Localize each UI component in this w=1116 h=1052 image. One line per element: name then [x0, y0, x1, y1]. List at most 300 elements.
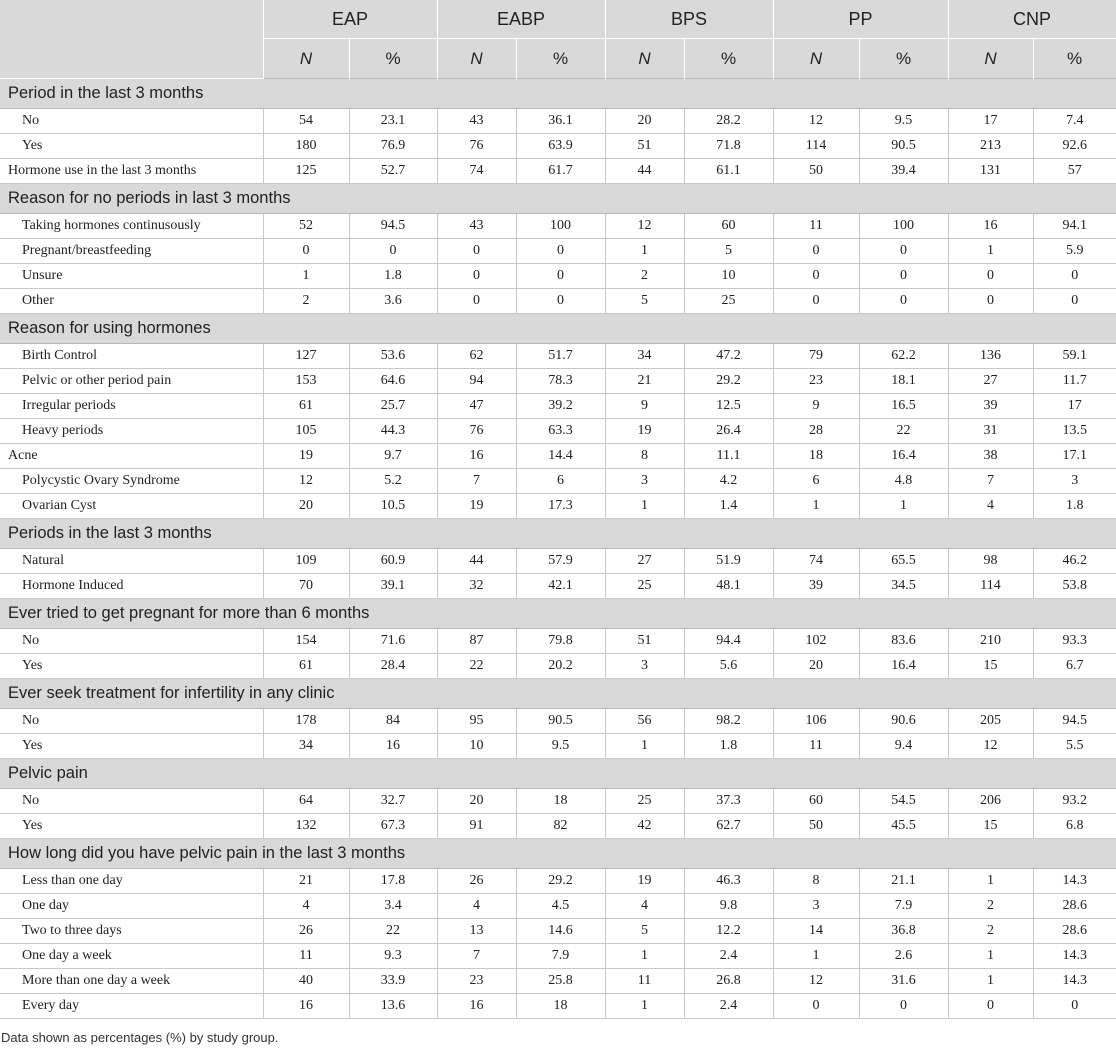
count-cell: 26: [263, 919, 349, 944]
table-row: [0, 109, 1116, 134]
percent-cell: 28.6: [1033, 894, 1116, 919]
table-row: [0, 469, 1116, 494]
table-row: [0, 264, 1116, 289]
percent-cell: 2.4: [684, 994, 773, 1019]
count-cell: 1: [605, 494, 684, 519]
count-cell: 76: [437, 419, 516, 444]
percent-cell: 0: [516, 239, 605, 264]
count-cell: 1: [263, 264, 349, 289]
percent-cell: 9.3: [349, 944, 437, 969]
subheader-pct: %: [684, 39, 773, 79]
count-cell: 79: [773, 344, 859, 369]
count-cell: 60: [773, 789, 859, 814]
count-cell: 0: [773, 994, 859, 1019]
percent-cell: 5.5: [1033, 734, 1116, 759]
table-header: [0, 0, 1116, 79]
group-header-eap: EAP: [263, 0, 437, 39]
row-label: Pregnant/breastfeeding: [0, 239, 263, 264]
count-cell: 154: [263, 629, 349, 654]
percent-cell: 17: [1033, 394, 1116, 419]
count-cell: 44: [605, 159, 684, 184]
percent-cell: 57: [1033, 159, 1116, 184]
percent-cell: 32.7: [349, 789, 437, 814]
count-cell: 54: [263, 109, 349, 134]
count-cell: 1: [773, 494, 859, 519]
percent-cell: 3.6: [349, 289, 437, 314]
percent-cell: 61.7: [516, 159, 605, 184]
row-label: Hormone use in the last 3 months: [0, 159, 263, 184]
count-cell: 131: [948, 159, 1033, 184]
percent-cell: 18.1: [859, 369, 948, 394]
count-cell: 51: [605, 134, 684, 159]
percent-cell: 61.1: [684, 159, 773, 184]
percent-cell: 17.1: [1033, 444, 1116, 469]
percent-cell: 57.9: [516, 549, 605, 574]
percent-cell: 78.3: [516, 369, 605, 394]
percent-cell: 26.4: [684, 419, 773, 444]
percent-cell: 33.9: [349, 969, 437, 994]
count-cell: 22: [437, 654, 516, 679]
table-row: [0, 629, 1116, 654]
table-row: [0, 919, 1116, 944]
percent-cell: 46.3: [684, 869, 773, 894]
row-label: Yes: [0, 134, 263, 159]
count-cell: 20: [437, 789, 516, 814]
percent-cell: 14.6: [516, 919, 605, 944]
count-cell: 127: [263, 344, 349, 369]
percent-cell: 5.6: [684, 654, 773, 679]
count-cell: 1: [948, 944, 1033, 969]
table-row: [0, 344, 1116, 369]
count-cell: 3: [605, 654, 684, 679]
table-row: [0, 419, 1116, 444]
row-label: No: [0, 709, 263, 734]
count-cell: 8: [773, 869, 859, 894]
count-cell: 14: [773, 919, 859, 944]
count-cell: 16: [263, 994, 349, 1019]
percent-cell: 16.4: [859, 444, 948, 469]
count-cell: 1: [773, 944, 859, 969]
percent-cell: 36.8: [859, 919, 948, 944]
row-label: Hormone Induced: [0, 574, 263, 599]
percent-cell: 2.4: [684, 944, 773, 969]
count-cell: 70: [263, 574, 349, 599]
count-cell: 206: [948, 789, 1033, 814]
percent-cell: 25: [684, 289, 773, 314]
percent-cell: 45.5: [859, 814, 948, 839]
count-cell: 18: [773, 444, 859, 469]
count-cell: 9: [605, 394, 684, 419]
row-label: More than one day a week: [0, 969, 263, 994]
percent-cell: 10.5: [349, 494, 437, 519]
count-cell: 1: [605, 734, 684, 759]
count-cell: 44: [437, 549, 516, 574]
percent-cell: 17.8: [349, 869, 437, 894]
percent-cell: 44.3: [349, 419, 437, 444]
row-label: Polycystic Ovary Syndrome: [0, 469, 263, 494]
count-cell: 43: [437, 109, 516, 134]
count-cell: 20: [263, 494, 349, 519]
percent-cell: 39.2: [516, 394, 605, 419]
percent-cell: 7.4: [1033, 109, 1116, 134]
percent-cell: 46.2: [1033, 549, 1116, 574]
count-cell: 20: [773, 654, 859, 679]
count-cell: 125: [263, 159, 349, 184]
count-cell: 74: [773, 549, 859, 574]
percent-cell: 0: [859, 289, 948, 314]
count-cell: 39: [948, 394, 1033, 419]
row-label: Two to three days: [0, 919, 263, 944]
percent-cell: 29.2: [516, 869, 605, 894]
count-cell: 11: [605, 969, 684, 994]
table-row: [0, 289, 1116, 314]
percent-cell: 9.8: [684, 894, 773, 919]
count-cell: 1: [605, 994, 684, 1019]
count-cell: 5: [605, 289, 684, 314]
count-cell: 4: [437, 894, 516, 919]
table-row: [0, 869, 1116, 894]
subheader-n: N: [263, 39, 349, 79]
percent-cell: 14.3: [1033, 944, 1116, 969]
percent-cell: 16.5: [859, 394, 948, 419]
percent-cell: 51.9: [684, 549, 773, 574]
subheader-n: N: [773, 39, 859, 79]
percent-cell: 90.5: [859, 134, 948, 159]
percent-cell: 21.1: [859, 869, 948, 894]
count-cell: 19: [605, 869, 684, 894]
count-cell: 95: [437, 709, 516, 734]
count-cell: 7: [948, 469, 1033, 494]
table-row: [0, 944, 1116, 969]
percent-cell: 2.6: [859, 944, 948, 969]
percent-cell: 0: [859, 239, 948, 264]
table-footnote: Data shown as percentages (%) by study group.: [1, 1030, 279, 1045]
section-title: Reason for using hormones: [0, 314, 1116, 344]
percent-cell: 6.8: [1033, 814, 1116, 839]
table-row: [0, 654, 1116, 679]
section-header-row: [0, 184, 1116, 214]
percent-cell: 25.7: [349, 394, 437, 419]
percent-cell: 13.6: [349, 994, 437, 1019]
percent-cell: 52.7: [349, 159, 437, 184]
count-cell: 114: [948, 574, 1033, 599]
row-label: No: [0, 789, 263, 814]
table-row: [0, 494, 1116, 519]
section-header-row: [0, 79, 1116, 109]
percent-cell: 92.6: [1033, 134, 1116, 159]
count-cell: 25: [605, 789, 684, 814]
count-cell: 1: [948, 969, 1033, 994]
table-row: [0, 549, 1116, 574]
percent-cell: 12.2: [684, 919, 773, 944]
table-row: [0, 369, 1116, 394]
percent-cell: 54.5: [859, 789, 948, 814]
count-cell: 7: [437, 944, 516, 969]
count-cell: 3: [773, 894, 859, 919]
percent-cell: 28.2: [684, 109, 773, 134]
row-label: Heavy periods: [0, 419, 263, 444]
row-label: Taking hormones continusously: [0, 214, 263, 239]
percent-cell: 29.2: [684, 369, 773, 394]
table-row: [0, 444, 1116, 469]
count-cell: 102: [773, 629, 859, 654]
row-label: No: [0, 629, 263, 654]
percent-cell: 39.4: [859, 159, 948, 184]
percent-cell: 7.9: [516, 944, 605, 969]
count-cell: 91: [437, 814, 516, 839]
section-title: Period in the last 3 months: [0, 79, 1116, 109]
count-cell: 1: [605, 239, 684, 264]
row-label: Every day: [0, 994, 263, 1019]
count-cell: 64: [263, 789, 349, 814]
count-cell: 15: [948, 814, 1033, 839]
row-label: Ovarian Cyst: [0, 494, 263, 519]
percent-cell: 34.5: [859, 574, 948, 599]
count-cell: 13: [437, 919, 516, 944]
percent-cell: 18: [516, 994, 605, 1019]
count-cell: 27: [948, 369, 1033, 394]
table-row: [0, 239, 1116, 264]
percent-cell: 14.4: [516, 444, 605, 469]
percent-cell: 100: [516, 214, 605, 239]
count-cell: 4: [948, 494, 1033, 519]
count-cell: 25: [605, 574, 684, 599]
count-cell: 4: [263, 894, 349, 919]
percent-cell: 5: [684, 239, 773, 264]
count-cell: 0: [948, 264, 1033, 289]
count-cell: 1: [605, 944, 684, 969]
subheader-n: N: [948, 39, 1033, 79]
row-label: Yes: [0, 734, 263, 759]
percent-cell: 14.3: [1033, 869, 1116, 894]
table-row: [0, 394, 1116, 419]
percent-cell: 60.9: [349, 549, 437, 574]
percent-cell: 11.7: [1033, 369, 1116, 394]
count-cell: 11: [773, 214, 859, 239]
count-cell: 87: [437, 629, 516, 654]
count-cell: 23: [437, 969, 516, 994]
percent-cell: 9.5: [516, 734, 605, 759]
count-cell: 19: [605, 419, 684, 444]
percent-cell: 84: [349, 709, 437, 734]
count-cell: 50: [773, 159, 859, 184]
percent-cell: 1.8: [684, 734, 773, 759]
percent-cell: 16.4: [859, 654, 948, 679]
count-cell: 12: [263, 469, 349, 494]
table-row: [0, 969, 1116, 994]
subheader-pct: %: [1033, 39, 1116, 79]
percent-cell: 0: [1033, 994, 1116, 1019]
percent-cell: 39.1: [349, 574, 437, 599]
row-label: Less than one day: [0, 869, 263, 894]
percent-cell: 62.7: [684, 814, 773, 839]
count-cell: 4: [605, 894, 684, 919]
percent-cell: 71.6: [349, 629, 437, 654]
percent-cell: 16: [349, 734, 437, 759]
row-label: No: [0, 109, 263, 134]
percent-cell: 0: [859, 264, 948, 289]
percent-cell: 94.5: [1033, 709, 1116, 734]
percent-cell: 65.5: [859, 549, 948, 574]
percent-cell: 36.1: [516, 109, 605, 134]
count-cell: 76: [437, 134, 516, 159]
count-cell: 11: [263, 944, 349, 969]
count-cell: 7: [437, 469, 516, 494]
group-header-row: [0, 0, 1116, 39]
percent-cell: 23.1: [349, 109, 437, 134]
section-title: Periods in the last 3 months: [0, 519, 1116, 549]
section-header-row: [0, 679, 1116, 709]
percent-cell: 42.1: [516, 574, 605, 599]
count-cell: 26: [437, 869, 516, 894]
section-header-row: [0, 599, 1116, 629]
group-header-eabp: EABP: [437, 0, 605, 39]
count-cell: 56: [605, 709, 684, 734]
percent-cell: 6: [516, 469, 605, 494]
count-cell: 1: [948, 239, 1033, 264]
count-cell: 74: [437, 159, 516, 184]
percent-cell: 0: [516, 264, 605, 289]
percent-cell: 0: [1033, 264, 1116, 289]
count-cell: 16: [948, 214, 1033, 239]
subheader-n: N: [437, 39, 516, 79]
percent-cell: 5.9: [1033, 239, 1116, 264]
percent-cell: 12.5: [684, 394, 773, 419]
row-label: Natural: [0, 549, 263, 574]
row-label: Birth Control: [0, 344, 263, 369]
table-row: [0, 734, 1116, 759]
count-cell: 51: [605, 629, 684, 654]
count-cell: 19: [263, 444, 349, 469]
count-cell: 62: [437, 344, 516, 369]
percent-cell: 1.8: [1033, 494, 1116, 519]
count-cell: 52: [263, 214, 349, 239]
count-cell: 32: [437, 574, 516, 599]
row-label: Irregular periods: [0, 394, 263, 419]
percent-cell: 53.8: [1033, 574, 1116, 599]
percent-cell: 3.4: [349, 894, 437, 919]
percent-cell: 0: [1033, 289, 1116, 314]
count-cell: 12: [773, 109, 859, 134]
percent-cell: 4.8: [859, 469, 948, 494]
percent-cell: 94.4: [684, 629, 773, 654]
percent-cell: 4.2: [684, 469, 773, 494]
percent-cell: 63.3: [516, 419, 605, 444]
row-label: Acne: [0, 444, 263, 469]
subheader-pct: %: [859, 39, 948, 79]
section-header-row: [0, 839, 1116, 869]
count-cell: 43: [437, 214, 516, 239]
count-cell: 0: [437, 289, 516, 314]
percent-cell: 17.3: [516, 494, 605, 519]
percent-cell: 90.6: [859, 709, 948, 734]
count-cell: 98: [948, 549, 1033, 574]
count-cell: 5: [605, 919, 684, 944]
row-label: Yes: [0, 814, 263, 839]
count-cell: 0: [948, 994, 1033, 1019]
row-label: One day a week: [0, 944, 263, 969]
table-row: [0, 574, 1116, 599]
count-cell: 0: [773, 264, 859, 289]
count-cell: 47: [437, 394, 516, 419]
percent-cell: 28.6: [1033, 919, 1116, 944]
percent-cell: 0: [859, 994, 948, 1019]
count-cell: 61: [263, 654, 349, 679]
subheader-n: N: [605, 39, 684, 79]
count-cell: 17: [948, 109, 1033, 134]
count-cell: 109: [263, 549, 349, 574]
count-cell: 21: [263, 869, 349, 894]
percent-cell: 7.9: [859, 894, 948, 919]
percent-cell: 22: [859, 419, 948, 444]
count-cell: 12: [605, 214, 684, 239]
table-row: [0, 709, 1116, 734]
count-cell: 0: [263, 239, 349, 264]
percent-cell: 60: [684, 214, 773, 239]
count-cell: 106: [773, 709, 859, 734]
count-cell: 19: [437, 494, 516, 519]
percent-cell: 14.3: [1033, 969, 1116, 994]
percent-cell: 9.5: [859, 109, 948, 134]
count-cell: 34: [263, 734, 349, 759]
percent-cell: 47.2: [684, 344, 773, 369]
percent-cell: 71.8: [684, 134, 773, 159]
count-cell: 153: [263, 369, 349, 394]
row-label: One day: [0, 894, 263, 919]
count-cell: 210: [948, 629, 1033, 654]
count-cell: 39: [773, 574, 859, 599]
section-title: Reason for no periods in last 3 months: [0, 184, 1116, 214]
percent-cell: 6.7: [1033, 654, 1116, 679]
count-cell: 2: [263, 289, 349, 314]
percent-cell: 93.3: [1033, 629, 1116, 654]
table-row: [0, 994, 1116, 1019]
percent-cell: 31.6: [859, 969, 948, 994]
group-header-pp: PP: [773, 0, 948, 39]
section-header-row: [0, 314, 1116, 344]
percent-cell: 25.8: [516, 969, 605, 994]
count-cell: 3: [605, 469, 684, 494]
count-cell: 2: [948, 894, 1033, 919]
percent-cell: 67.3: [349, 814, 437, 839]
percent-cell: 5.2: [349, 469, 437, 494]
percent-cell: 0: [349, 239, 437, 264]
percent-cell: 53.6: [349, 344, 437, 369]
count-cell: 11: [773, 734, 859, 759]
percent-cell: 98.2: [684, 709, 773, 734]
count-cell: 2: [948, 919, 1033, 944]
percent-cell: 76.9: [349, 134, 437, 159]
count-cell: 61: [263, 394, 349, 419]
table-body: [0, 79, 1116, 1019]
group-header-cnp: CNP: [948, 0, 1116, 39]
count-cell: 16: [437, 994, 516, 1019]
table-row: [0, 789, 1116, 814]
count-cell: 0: [948, 289, 1033, 314]
percent-cell: 51.7: [516, 344, 605, 369]
row-label: Unsure: [0, 264, 263, 289]
count-cell: 34: [605, 344, 684, 369]
percent-cell: 1.4: [684, 494, 773, 519]
percent-cell: 10: [684, 264, 773, 289]
percent-cell: 93.2: [1033, 789, 1116, 814]
count-cell: 40: [263, 969, 349, 994]
count-cell: 136: [948, 344, 1033, 369]
count-cell: 50: [773, 814, 859, 839]
count-cell: 10: [437, 734, 516, 759]
percent-cell: 64.6: [349, 369, 437, 394]
count-cell: 38: [948, 444, 1033, 469]
